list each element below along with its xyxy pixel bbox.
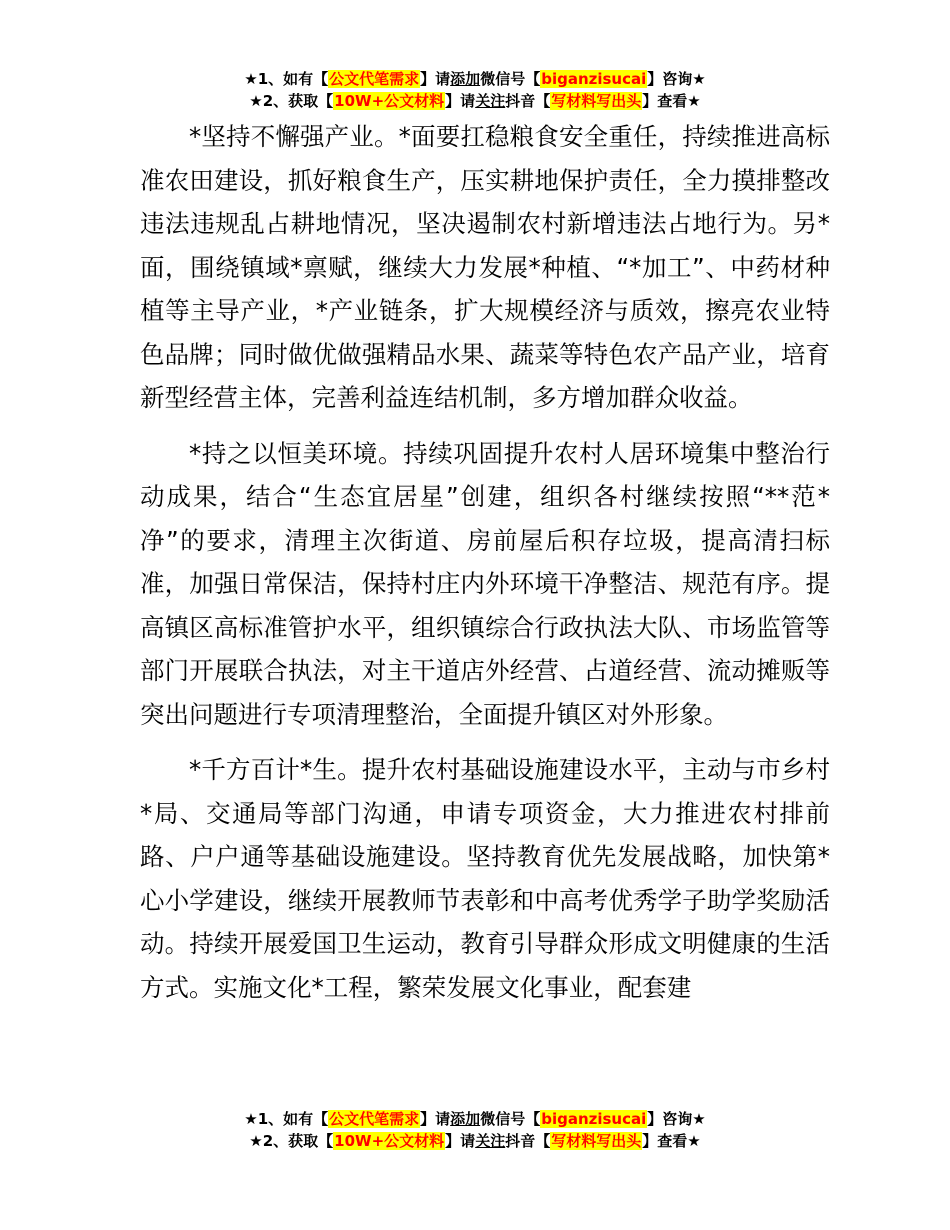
banner-text: 2、获取【 — [262, 92, 334, 110]
star-icon: ★ — [249, 92, 263, 110]
banner-line-2 — [0, 1130, 950, 1152]
star-icon: ★ — [687, 1132, 701, 1150]
banner-line-1 — [0, 1108, 950, 1130]
banner-text: 】查看 — [642, 1132, 688, 1150]
banner-text: 】咨询 — [647, 70, 693, 88]
footer-banner — [0, 1108, 950, 1152]
banner-text: 微信号【 — [480, 1110, 541, 1128]
paragraph-industry: *坚持不懈强产业。*面要扛稳粮食安全重任，持续推进高标准农田建设，抓好粮食生产，压实耕地保护责任，全力摸排整改违法违规乱占耕地情况，坚决遏制农村新增违法占地行为。另*面，围绕镇域*禀赋，继续大力发展*种植、“*加工”、中药材种植等主导产业，*产业链条，扩大规模经济与质效，擦亮农业特色品牌；同时做优做强精品水果、蔬菜等特色农产品产业，培育新型经营主体，完善利益连结机制，多方增加群众收益。 — [140, 122, 830, 412]
banner-text: 】请 — [445, 92, 476, 110]
highlight-ghostwriting-demand: 公文代笔需求 — [329, 70, 420, 88]
highlight-douyin-account: 写材料写出头 — [551, 1132, 642, 1150]
header-banner — [0, 68, 950, 112]
banner-text: 】咨询 — [647, 1110, 693, 1128]
banner-text: 】请 — [445, 1132, 476, 1150]
banner-text: 2、获取【 — [262, 1132, 334, 1150]
banner-text: 】查看 — [642, 92, 688, 110]
banner-line-1 — [0, 68, 950, 90]
highlight-materials: 10W+公文材料 — [334, 92, 445, 110]
highlight-wechat-id: biganzisucai — [541, 70, 647, 88]
star-icon: ★ — [244, 1110, 258, 1128]
banner-text: 抖音【 — [505, 92, 551, 110]
paragraph-environment: *持之以恒美环境。持续巩固提升农村人居环境集中整治行动成果，结合“生态宜居星”创建，组织各村继续按照“**范*净”的要求，清理主次街道、房前屋后积存垃圾，提高清扫标准，加强日常保洁，保持村庄内外环境干净整洁、规范有序。提高镇区高标准管护水平，组织镇综合行政执法大队、市场监管等部门开展联合执法，对主干道店外经营、占道经营、流动摊贩等突出问题进行专项清理整治，全面提升镇区对外形象。 — [140, 438, 830, 729]
underlined-add: 添加 — [450, 70, 481, 88]
highlight-materials: 10W+公文材料 — [334, 1132, 445, 1150]
banner-text: 1、如有【 — [257, 70, 329, 88]
banner-text: 抖音【 — [505, 1132, 551, 1150]
banner-line-2 — [0, 90, 950, 112]
highlight-douyin-account: 写材料写出头 — [551, 92, 642, 110]
paragraph-livelihood: *千方百计*生。提升农村基础设施建设水平，主动与市乡村*局、交通局等部门沟通，申请专项资金，大力推进农村排前路、户户通等基础设施建设。坚持教育优先发展战略，加快第*心小学建设，继续开展教师节表彰和中高考优秀学子助学奖励活动。持续开展爱国卫生运动，教育引导群众形成文明健康的生活方式。实施文化*工程，繁荣发展文化事业，配套建 — [140, 755, 830, 1002]
star-icon: ★ — [692, 1110, 706, 1128]
document-body — [140, 115, 830, 1009]
star-icon: ★ — [249, 1132, 263, 1150]
highlight-wechat-id: biganzisucai — [541, 1110, 647, 1128]
underlined-follow: 关注 — [475, 92, 506, 110]
underlined-add: 添加 — [450, 1110, 481, 1128]
star-icon: ★ — [692, 70, 706, 88]
banner-text: 微信号【 — [480, 70, 541, 88]
star-icon: ★ — [244, 70, 258, 88]
highlight-ghostwriting-demand: 公文代笔需求 — [329, 1110, 420, 1128]
underlined-follow: 关注 — [475, 1132, 506, 1150]
banner-text: 1、如有【 — [257, 1110, 329, 1128]
banner-text: 】请 — [420, 1110, 451, 1128]
star-icon: ★ — [687, 92, 701, 110]
banner-text: 】请 — [420, 70, 451, 88]
